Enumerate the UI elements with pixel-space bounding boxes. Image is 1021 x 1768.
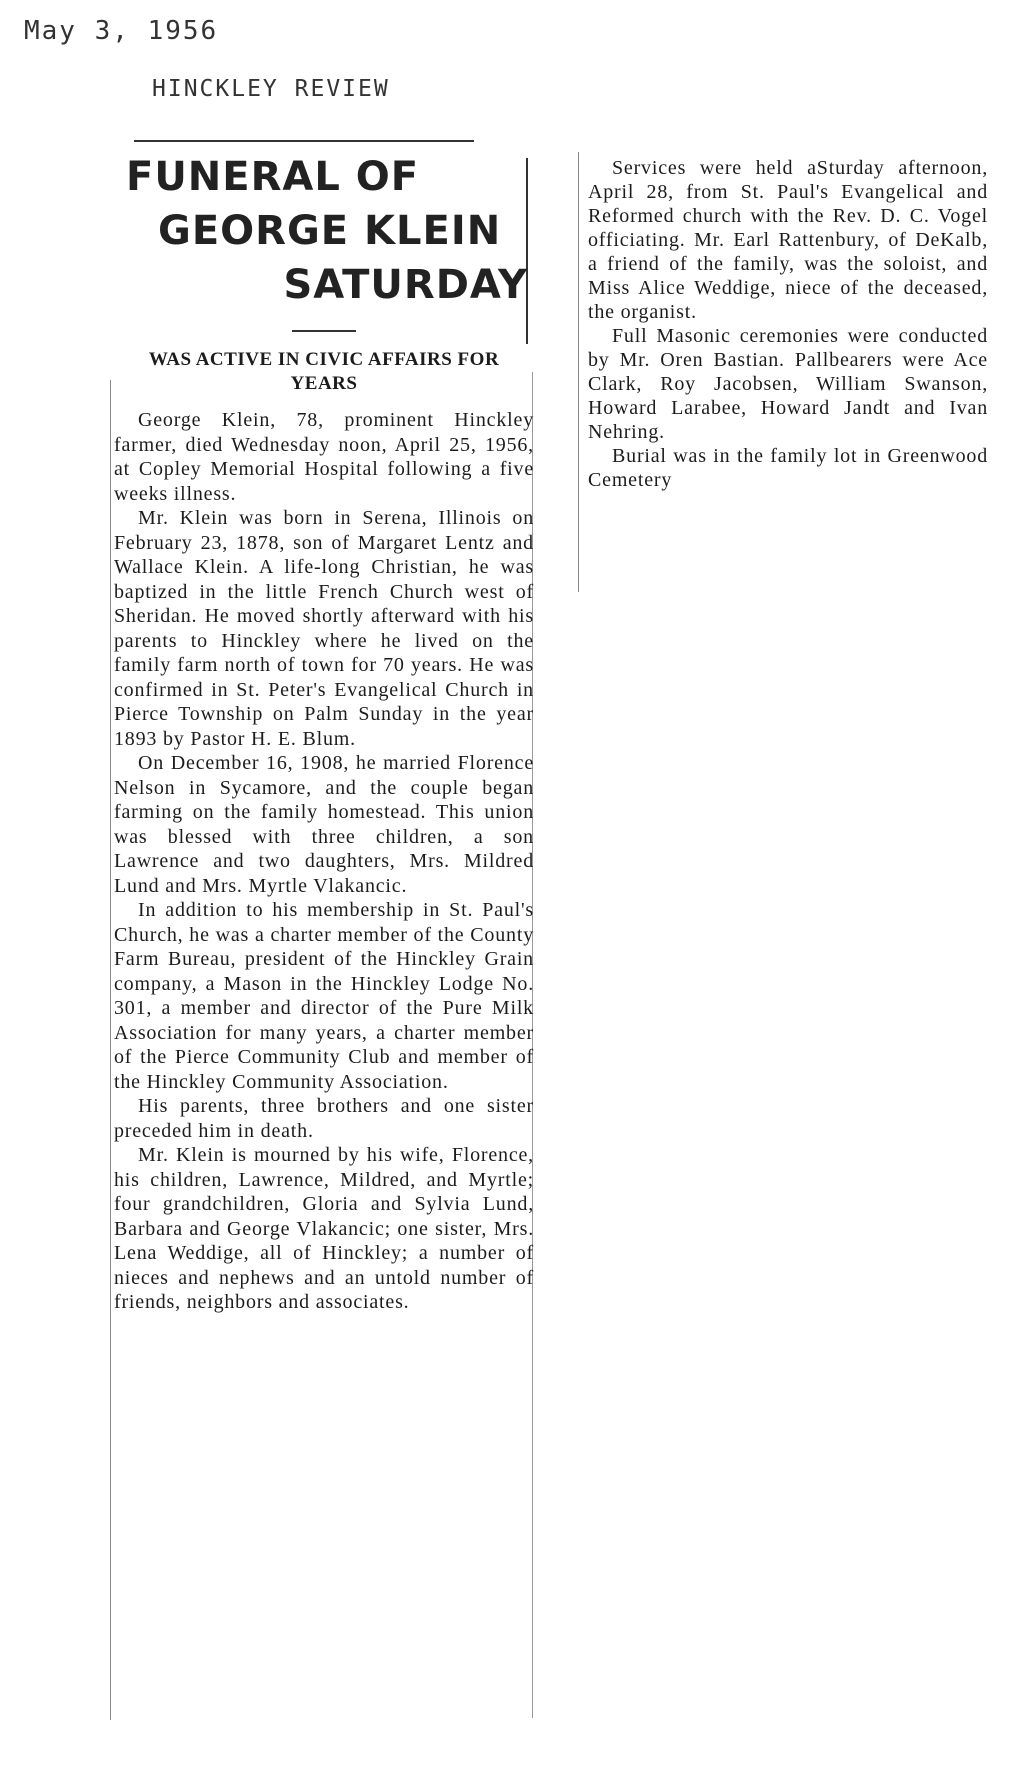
article-paragraph: In addition to his membership in St. Paul's Church, he was a charter member of the County Farm Bureau, president of the Hinckley Grain company, a Mason in the Hinckley Lodge No. 301, a member and director of the Pure Milk Association for many years, a charter member of the Pierce Community Club and member of the Hinckley Community Association. [114, 899, 534, 1093]
headline-line-2: GEORGE KLEIN [158, 208, 502, 254]
article-paragraph: George Klein, 78, prominent Hinckley farmer, died Wednesday noon, April 25, 1956, at Copley Memorial Hospital following a five weeks illness. [114, 409, 534, 505]
headline-line-1: FUNERAL OF [126, 154, 420, 200]
article-column-1 [114, 150, 534, 1315]
article-paragraph: Services were held aSturday afternoon, April 28, from St. Paul's Evangelical and Reformed church with the Rev. D. C. Vogel officiating. Mr. Earl Rattenbury, of DeKalb, a friend of the family, was the soloist, and Miss Alice Weddige, niece of the deceased, the organist. [588, 157, 988, 323]
column-left-edge-rule [110, 380, 111, 1720]
subheadline: WAS ACTIVE IN CIVIC AFFAIRS FOR YEARS [148, 349, 500, 394]
headline-line-3: SATURDAY [283, 262, 528, 308]
article-paragraph: Burial was in the family lot in Greenwood Cemetery [588, 445, 988, 491]
newspaper-name: HINCKLEY REVIEW [152, 76, 390, 102]
article-paragraph: Mr. Klein is mourned by his wife, Florence, his children, Lawrence, Mildred, and Myrtle; four grandchildren, Gloria and Sylvia Lund, Barbara and George Vlakancic; one sister, Mrs. Lena Weddige, all of Hinckley; a number of nieces and nephews and an untold number of friends, neighbors and associates. [114, 1144, 534, 1313]
headline-divider [292, 330, 356, 332]
article-paragraph: On December 16, 1908, he married Florence Nelson in Sycamore, and the couple began farming on the family homestead. This union was blessed with three children, a son Lawrence and two daughters, Mrs. Mildred Lund and Mrs. Myrtle Vlakancic. [114, 752, 534, 897]
article-paragraph: Full Masonic ceremonies were conducted by Mr. Oren Bastian. Pallbearers were Ace Clark, Roy Jacobsen, William Swanson, Howard Larabee, Howard Jandt and Ivan Nehring. [588, 325, 988, 443]
clipping-top-rule [134, 140, 474, 142]
article-paragraph: Mr. Klein was born in Serena, Illinois on February 23, 1878, son of Margaret Lentz and Wallace Klein. A life-long Christian, he was baptized in the little French Church west of Sheridan. He moved shortly afterward with his parents to Hinckley where he lived on the family farm north of town for 70 years. He was confirmed in St. Peter's Evangelical Church in Pierce Township on Palm Sunday in the year 1893 by Pastor H. E. Blum. [114, 507, 534, 750]
article-column-2 [588, 156, 988, 492]
article-paragraph: His parents, three brothers and one sister preceded him in death. [114, 1095, 534, 1142]
column2-left-edge-rule [578, 152, 579, 592]
clipping-date: May 3, 1956 [24, 16, 219, 46]
